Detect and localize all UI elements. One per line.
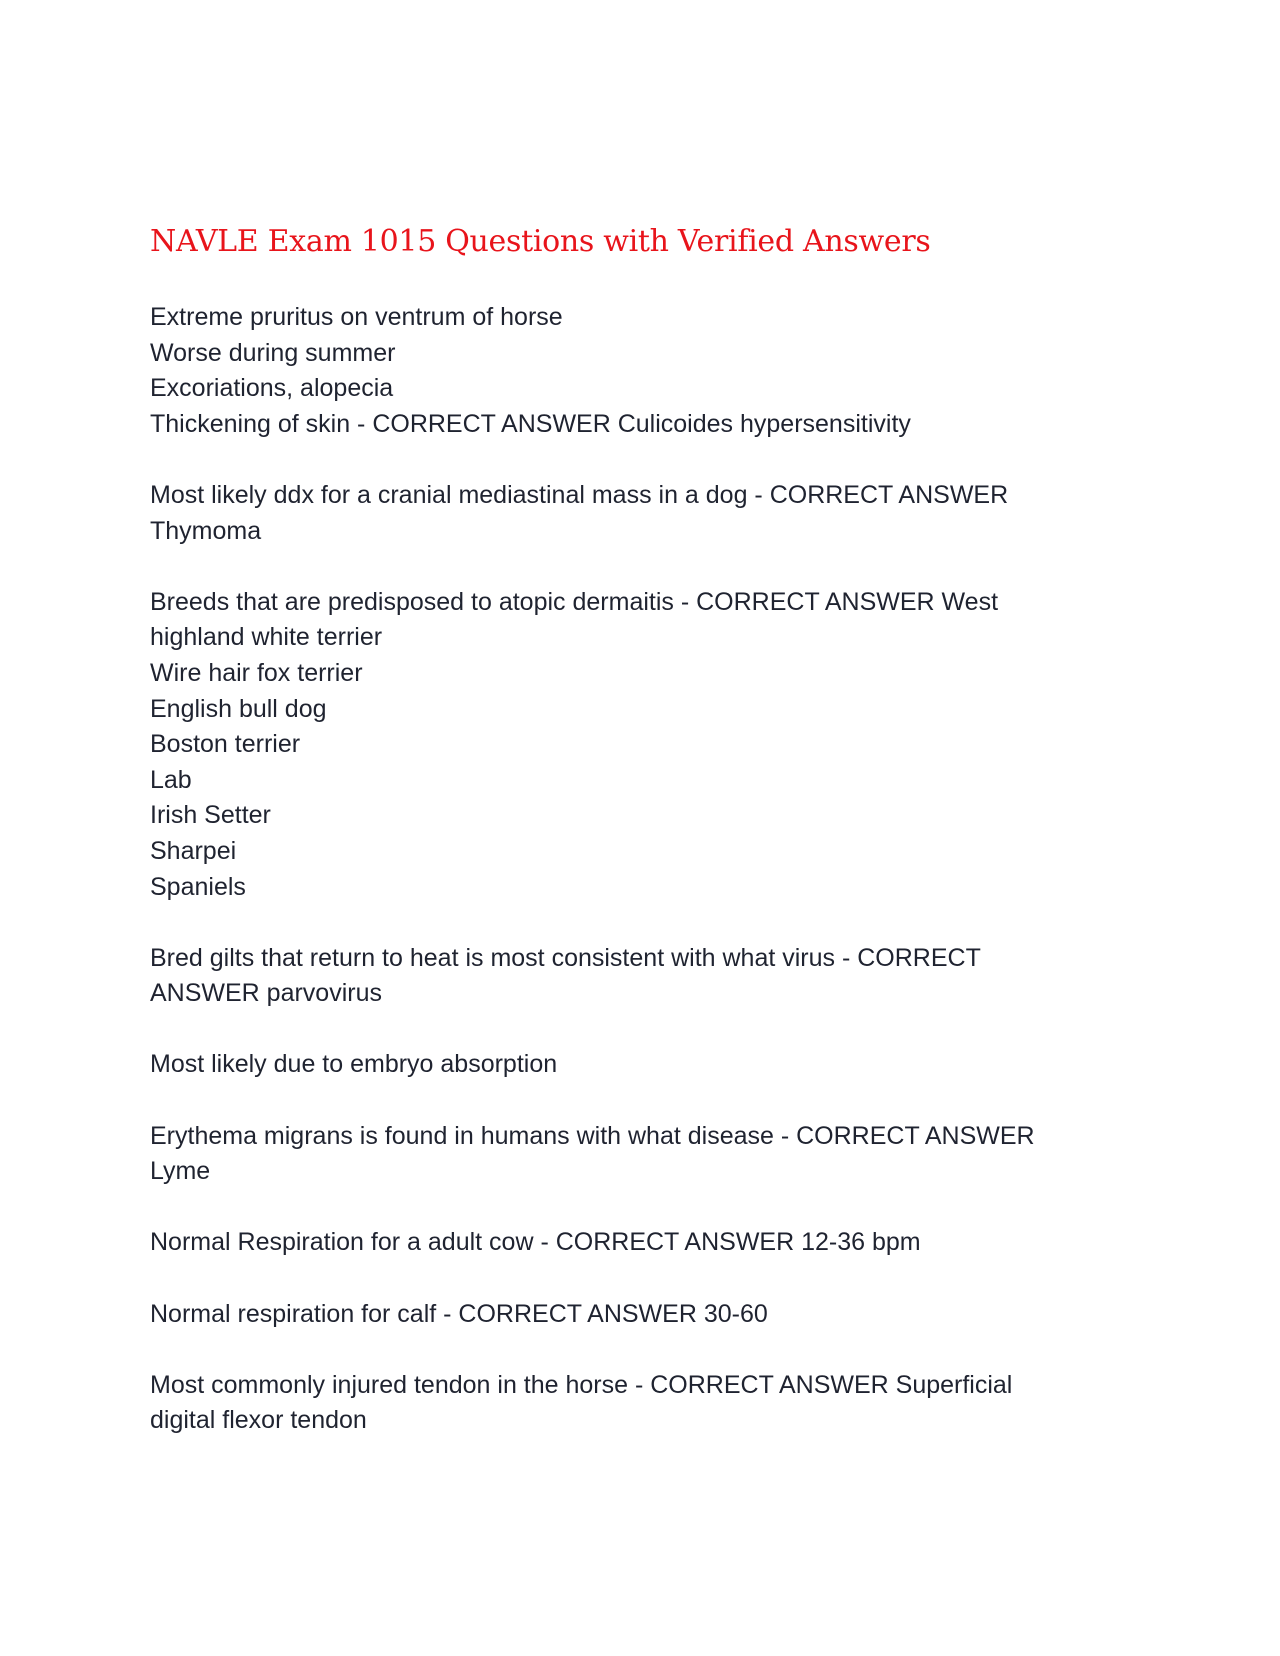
qa-paragraph bbox=[150, 1225, 1090, 1261]
text-line: ANSWER parvovirus bbox=[150, 979, 382, 1008]
text-line: Bred gilts that return to heat is most consistent with what virus - CORRECT bbox=[150, 943, 981, 972]
qa-paragraph bbox=[150, 1119, 1090, 1190]
qa-paragraph bbox=[150, 300, 1090, 442]
text-line: Most commonly injured tendon in the horse - CORRECT ANSWER Superficial bbox=[150, 1370, 1013, 1399]
text-line: Normal Respiration for a adult cow - CORRECT ANSWER 12-36 bpm bbox=[150, 1228, 921, 1257]
text-line: digital flexor tendon bbox=[150, 1406, 367, 1435]
qa-paragraph bbox=[150, 478, 1090, 549]
qa-paragraph bbox=[150, 1297, 1090, 1333]
text-line: Sharpei bbox=[150, 836, 237, 865]
qa-paragraph bbox=[150, 585, 1090, 905]
qa-paragraph bbox=[150, 1368, 1090, 1439]
qa-paragraph bbox=[150, 1047, 1090, 1083]
text-line: Erythema migrans is found in humans with what disease - CORRECT ANSWER bbox=[150, 1121, 1035, 1150]
text-line: Most likely ddx for a cranial mediastinal mass in a dog - CORRECT ANSWER bbox=[150, 480, 1009, 509]
document-body bbox=[150, 300, 1090, 1475]
text-line: Irish Setter bbox=[150, 801, 271, 830]
text-line: Thymoma bbox=[150, 516, 262, 545]
text-line: Worse during summer bbox=[150, 338, 396, 367]
document-title: NAVLE Exam 1015 Questions with Verified Answers bbox=[150, 224, 931, 259]
text-line: Breeds that are predisposed to atopic dermaitis - CORRECT ANSWER West bbox=[150, 587, 999, 616]
text-line: Most likely due to embryo absorption bbox=[150, 1050, 558, 1079]
text-line: highland white terrier bbox=[150, 623, 383, 652]
text-line: Thickening of skin - CORRECT ANSWER Culicoides hypersensitivity bbox=[150, 409, 911, 438]
text-line: Lyme bbox=[150, 1157, 211, 1186]
text-line: Excoriations, alopecia bbox=[150, 374, 394, 403]
text-line: Boston terrier bbox=[150, 730, 301, 759]
text-line: Spaniels bbox=[150, 872, 246, 901]
text-line: English bull dog bbox=[150, 694, 327, 723]
qa-paragraph bbox=[150, 941, 1090, 1012]
text-line: Extreme pruritus on ventrum of horse bbox=[150, 303, 563, 331]
text-line: Lab bbox=[150, 765, 192, 794]
text-line: Wire hair fox terrier bbox=[150, 658, 363, 687]
text-line: Normal respiration for calf - CORRECT ANSWER 30-60 bbox=[150, 1299, 768, 1328]
